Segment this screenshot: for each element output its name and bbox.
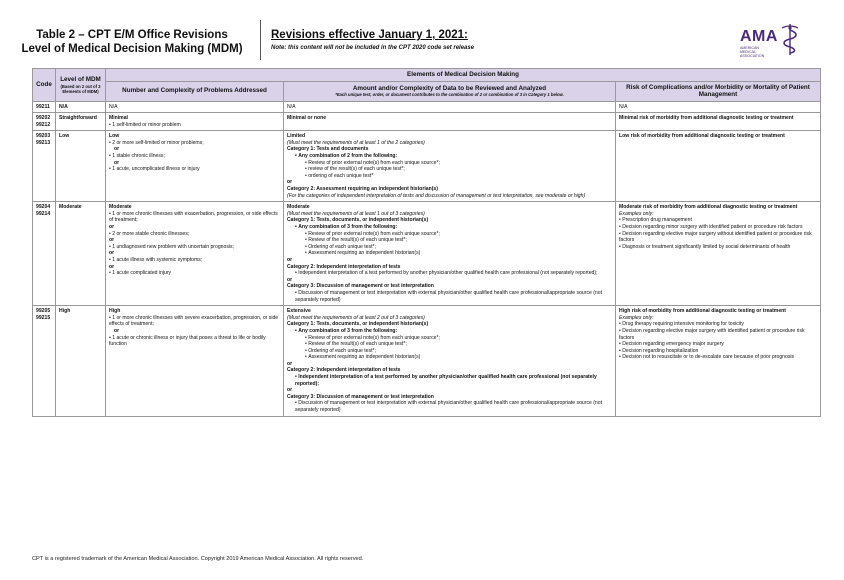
problems-line: Minimal [109,115,128,122]
risk-cell [616,202,821,306]
risk-line: • Decision regarding hospitalization [619,348,817,355]
release-note: Note: this content will not be included in the CPT 2020 code set release [271,45,475,51]
cpt-code: 99213 [36,139,51,146]
risk-cell [616,113,821,131]
problems-line: • 1 self-limited or minor problem [109,122,280,129]
table-row [33,101,821,113]
header-data [284,81,616,101]
data-line: (Must meet the requirements of at least 1 of the 2 categories) [287,139,425,146]
data-line: Moderate [287,204,310,211]
data-line: • Independent interpretation of a test performed by another physician/other qualified health care professional (not separately reported); [287,270,612,277]
data-line: (For the categories of independent interpretation of tests and discussion of management or test interpretation, see moderate or high) [287,192,586,199]
data-line: • Discussion of management or test interpretation with external physician/other qualified health care professional/appropriate source (not separately reported) [287,400,612,413]
header-risk: Risk of Complications and/or Morbidity or Mortality of Patient Management [616,81,821,101]
risk-line: • Decision regarding emergency major surgery [619,341,817,348]
data-line: Category 2: Independent interpretation of tests [287,367,401,374]
data-line: or [287,179,293,186]
data-line: or [287,360,293,367]
problems-line: or [114,146,120,153]
problems-cell [106,202,284,306]
code-cell [33,131,56,202]
cpt-code: 99214 [36,210,51,217]
data-cell [284,131,616,202]
problems-line: • 1 or more chronic illnesses with exacerbation, progression, or side effects of treatment; [109,211,280,224]
data-line: Limited [287,133,306,140]
data-line: Extensive [287,308,311,315]
data-cell [284,306,616,417]
data-line: Minimal or none [287,115,327,122]
header-problems: Number and Complexity of Problems Addressed [106,81,284,101]
data-line: or [287,276,293,283]
data-line: • Review of prior external note(s) from each unique source*; [287,335,612,342]
header-code: Code [33,69,56,102]
problems-cell [106,306,284,417]
risk-line: • Decision regarding elective major surgery without identified patient or procedure risk factors [619,231,817,244]
data-line: • Ordering of each unique test*; [287,348,612,355]
code-cell [33,113,56,131]
data-line: Category 1: Tests, documents, or independent historian(s) [287,217,429,224]
data-line: • Any combination of 3 from the following: [287,328,612,335]
data-line: or [287,387,293,394]
header-data-sub: *Each unique test, order, or document contributes to the combination of 2 or combination of 3 in Category 1 below. [335,92,564,98]
risk-line: N/A [619,103,628,110]
problems-line: or [109,224,115,230]
data-line: Category 2: Assessment requiring an independent historian(s) [287,186,438,193]
risk-cell [616,101,821,113]
logo-subtitle: AMERICAN MEDICAL ASSOCIATION [740,46,765,58]
code-cell [33,101,56,113]
copyright-footer: CPT is a registered trademark of the American Medical Association. Copyright 2019 American Medical Association. All rights reserved. [32,556,364,562]
risk-line: Minimal risk of morbidity from additional diagnostic testing or treatment [619,115,794,122]
risk-cell [616,131,821,202]
data-line: Category 2: Independent interpretation of tests [287,263,401,270]
data-line: • Review of prior external note(s) from each unique source*; [287,231,612,238]
problems-line: or [109,263,115,270]
revisions-heading: Revisions effective January 1, 2021: [271,29,468,41]
cpt-code: 99211 [36,103,50,110]
document-title [14,28,250,56]
problems-line: • 1 acute illness with systemic symptoms; [109,257,280,264]
risk-line: High risk of morbidity from additional diagnostic testing or treatment [619,308,786,315]
problems-line: N/A [109,103,118,110]
data-line: (Must meet the requirements of at least 2 out of 3 categories) [287,314,425,321]
cpt-code: 99205 [36,308,51,315]
title-line-1: Table 2 – CPT E/M Office Revisions [36,29,228,41]
data-line: • review of the result(s) of each unique test*; [287,166,612,173]
problems-line: or [114,159,120,166]
risk-line: • Prescription drug management [619,217,817,224]
risk-line: Examples only: [619,210,654,217]
data-cell [284,101,616,113]
mdm-table [32,68,821,417]
level-cell: Straightforward [56,113,106,131]
data-line: • Discussion of management or test interpretation with external physician/other qualified health care professional\appropriate source (not separately reported) [287,290,612,303]
risk-line: • Decision regarding elective major surgery with identified patient or procedure risk factors [619,328,817,341]
risk-line: • Decision regarding minor surgery with identified patient or procedure risk factors [619,224,817,231]
data-line: N/A [287,103,296,110]
data-line: Category 3: Discussion of management or test interpretation [287,283,434,290]
caduceus-icon [778,22,802,56]
problems-line: or [114,327,120,334]
code-cell [33,202,56,306]
header-divider [260,20,261,60]
data-line: Category 1: Tests, documents, or independent historian(s) [287,321,429,328]
logo-wordmark: AMA [740,28,778,45]
level-cell: Moderate [56,202,106,306]
data-line: • Any combination of 3 from the following: [287,224,612,231]
problems-line: • 1 undiagnosed new problem with uncertain prognosis; [109,244,280,251]
problems-line: • 2 or more self-limited or minor problems; [109,140,280,147]
data-line: or [287,256,293,263]
data-line: • Independent interpretation of a test performed by another physician/other qualified health care professional (not separately reported); [287,374,612,387]
risk-line: Examples only: [619,314,654,321]
data-line: • Ordering of each unique test*; [287,244,612,251]
data-line: (Must meet the requirements of at least 1 out of 3 categories) [287,210,425,217]
data-line: Category 3: Discussion of management or test interpretation [287,393,434,400]
header-level-label: Level of MDM [60,76,101,83]
cpt-code: 99203 [36,133,51,140]
risk-line: • Decision not to resuscitate or to de-escalate care because of poor prognosis [619,354,817,361]
risk-cell [616,306,821,417]
cpt-code: 99202 [36,115,51,122]
level-cell: High [56,306,106,417]
data-line: • Assessment requiring an independent historian(s) [287,354,612,361]
header-data-label: Amount and/or Complexity of Data to be Reviewed and Analyzed [352,84,547,92]
cpt-code: 99204 [36,204,51,211]
problems-line: • 1 acute or chronic illness or injury that poses a threat to life or bodily function [109,335,280,348]
header-elements: Elements of Medical Decision Making [106,69,821,82]
risk-line: • Drug therapy requiring intensive monitoring for toxicity [619,321,817,328]
document-header [0,0,844,64]
header-level [56,69,106,102]
data-line: Category 1: Tests and documents [287,146,369,153]
cpt-code: 99212 [36,121,51,128]
data-line: • Review of the result(s) of each unique test*; [287,341,612,348]
problems-cell [106,101,284,113]
problems-line: or [109,237,115,244]
problems-line: • 2 or more stable chronic illnesses; [109,231,280,238]
level-cell: N/A [56,101,106,113]
data-line: • Assessment requiring an independent historian(s) [287,250,612,257]
ama-logo [740,22,812,58]
risk-line: Low risk of morbidity from additional diagnostic testing or treatment [619,133,785,140]
data-line: • Review of prior external note(s) from each unique source*; [287,160,612,167]
data-cell [284,113,616,131]
problems-line: Moderate [109,204,132,211]
problems-line: • 1 or more chronic illnesses with severe exacerbation, progression, or side effects of treatment; [109,315,280,328]
problems-cell [106,131,284,202]
code-cell [33,306,56,417]
title-line-2: Level of Medical Decision Making (MDM) [21,43,243,55]
problems-line: • 1 acute complicated injury [109,270,280,277]
problems-line: Low [109,133,120,140]
header-level-sub: (Based on 2 out of 3 Elements of MDM) [60,83,101,94]
data-cell [284,202,616,306]
table-row [33,113,821,131]
problems-line: High [109,308,121,315]
data-line: • ordering of each unique test* [287,173,612,180]
problems-line: • 1 stable chronic illness; [109,153,280,160]
data-line: • Review of the result(s) of each unique test*; [287,237,612,244]
risk-line: • Diagnosis or treatment significantly limited by social determinants of health [619,244,817,251]
table-row [33,131,821,202]
data-line: • Any combination of 2 from the following: [287,153,612,160]
table-row [33,202,821,306]
level-cell: Low [56,131,106,202]
problems-line: or [109,250,115,257]
problems-cell [106,113,284,131]
risk-line: Moderate risk of morbidity from additional diagnostic testing or treatment [619,204,798,211]
cpt-code: 99215 [36,314,51,321]
mdm-table-body [33,101,821,416]
problems-line: • 1 acute, uncomplicated illness or injury [109,166,280,173]
table-row [33,306,821,417]
